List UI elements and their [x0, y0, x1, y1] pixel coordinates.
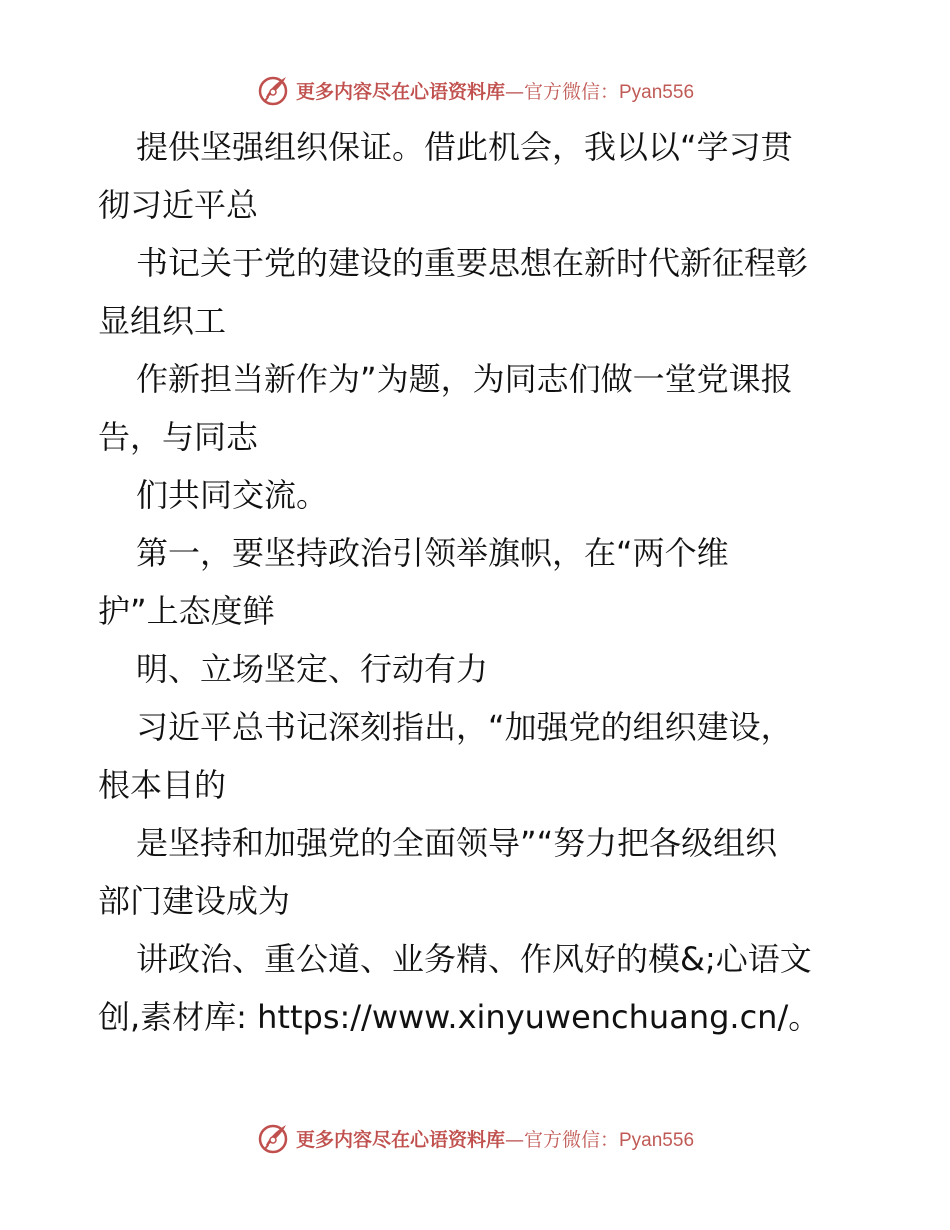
footer-banner-text [296, 1125, 694, 1152]
text-line-6: 告，与同志 [98, 418, 259, 456]
text-line-12: 根本目的 [98, 766, 227, 804]
header-account: Pyan556 [619, 81, 695, 103]
footer-banner [0, 1118, 950, 1158]
footer-wechat-label: 官方微信： [523, 1128, 619, 1151]
text-line-13: 是坚持和加强党的全面领导”“努力把各级组织 [136, 824, 778, 862]
text-line-7: 们共同交流。 [136, 476, 329, 514]
header-dash: — [504, 80, 524, 103]
document-body [98, 118, 858, 1046]
header-banner [0, 70, 950, 110]
header-site-text: 更多内容尽在心语资料库 [295, 80, 505, 103]
header-banner-text [296, 77, 694, 104]
footer-banner-inner [256, 1121, 694, 1155]
footer-site-text: 更多内容尽在心语资料库 [295, 1128, 505, 1151]
footer-account: Pyan556 [619, 1129, 695, 1151]
text-line-11: 习近平总书记深刻指出，“加强党的组织建设， [136, 708, 793, 746]
header-wechat-label: 官方微信： [523, 80, 619, 103]
text-line-2: 彻习近平总 [98, 186, 259, 224]
text-line-15: 讲政治、重公道、业务精、作风好的模&;心语文 [136, 940, 812, 978]
quill-logo-icon [256, 1121, 290, 1155]
text-line-5: 作新担当新作为”为题，为同志们做一堂党课报 [136, 360, 793, 398]
footer-dash: — [504, 1128, 524, 1151]
text-line-16: 创,素材库: https://www.xinyuwenchuang.cn/。 [98, 998, 821, 1036]
text-line-9: 护”上态度鲜 [98, 592, 275, 630]
header-banner-inner [256, 73, 694, 107]
quill-logo-icon [256, 73, 290, 107]
text-line-1: 提供坚强组织保证。借此机会，我以以“学习贯 [136, 128, 793, 166]
text-line-8: 第一，要坚持政治引领举旗帜，在“两个维 [136, 534, 729, 572]
text-line-3: 书记关于党的建设的重要思想在新时代新征程彰 [136, 244, 809, 282]
text-line-14: 部门建设成为 [98, 882, 291, 920]
text-line-10: 明、立场坚定、行动有力 [136, 650, 489, 688]
text-line-4: 显组织工 [98, 302, 227, 340]
